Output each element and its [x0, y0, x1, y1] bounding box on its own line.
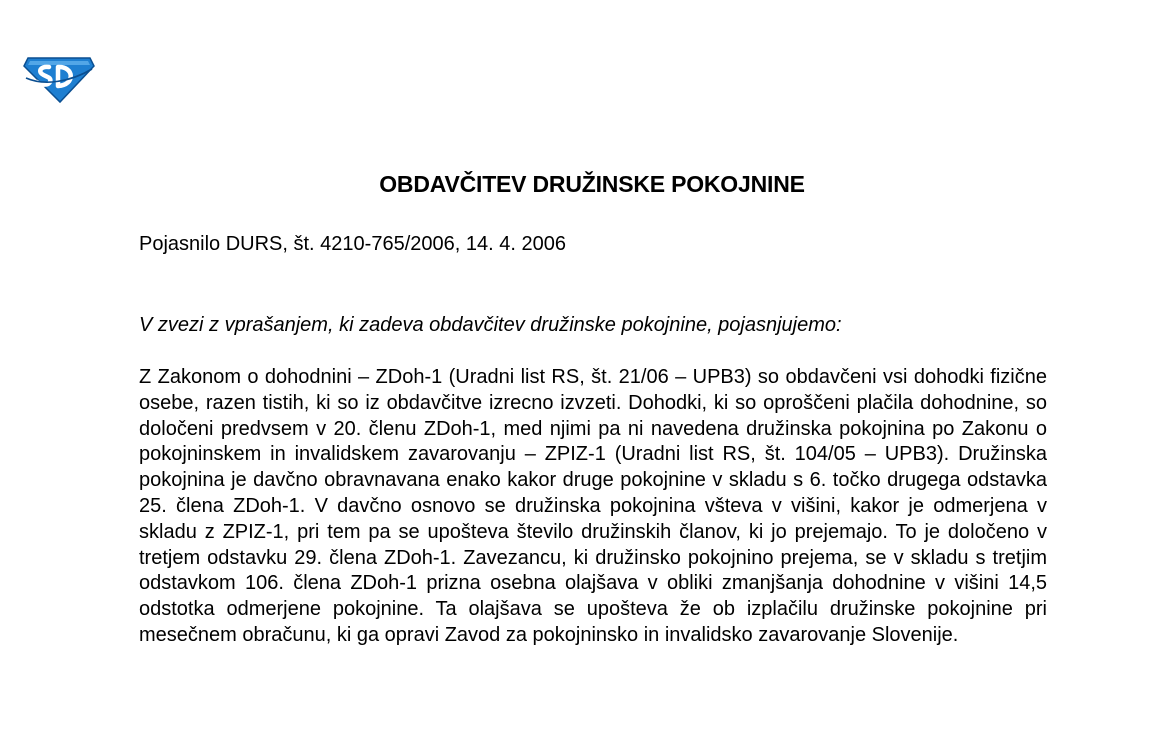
document-intro: V zvezi z vprašanjem, ki zadeva obdavčitev družinske pokojnine, pojasnjujemo:: [139, 314, 842, 336]
document-body: Z Zakonom o dohodnini – ZDoh-1 (Uradni list RS, št. 21/06 – UPB3) so obdavčeni vsi dohodki fizične osebe, razen tistih, ki so iz obdavčitve izrecno izvzeti. Dohodki, ki so oproščeni plačila dohodnine, so določeni predvsem v 20. členu ZDoh-1, med njimi pa ni navedena družinska pokojnina po Zakonu o pokojninskem in invalidskem zavarovanju – ZPIZ-1 (Uradni list RS, št. 104/05 – UPB3). Družinska pokojnina je davčno obravnavana enako kakor druge pokojnine v skladu s 6. točko drugega odstavka 25. člena ZDoh-1. V davčno osnovo se družinska pokojnina všteva v višini, kakor je odmerjena v skladu z ZPIZ-1, pri tem pa se upošteva število družinskih članov, ki jo prejemajo. To je določeno v tretjem odstavku 29. člena ZDoh-1. Zavezancu, ki družinsko pokojnino prejema, se v skladu s tretjim odstavkom 106. člena ZDoh-1 prizna osebna olajšava v obliki zmanjšanja dohodnine v višini 14,5 odstotka odmerjene pokojnine. Ta olajšava se upošteva že ob izplačilu družinske pokojnine pri mesečnem obračunu, ki ga opravi Zavod za pokojninsko in invalidsko zavarovanje Slovenije.: [139, 366, 1047, 646]
document-subtitle: Pojasnilo DURS, št. 4210-765/2006, 14. 4. 2006: [139, 233, 566, 255]
document-title: OBDAVČITEV DRUŽINSKE POKOJNINE: [379, 171, 805, 197]
sd-logo-icon: [22, 52, 96, 104]
